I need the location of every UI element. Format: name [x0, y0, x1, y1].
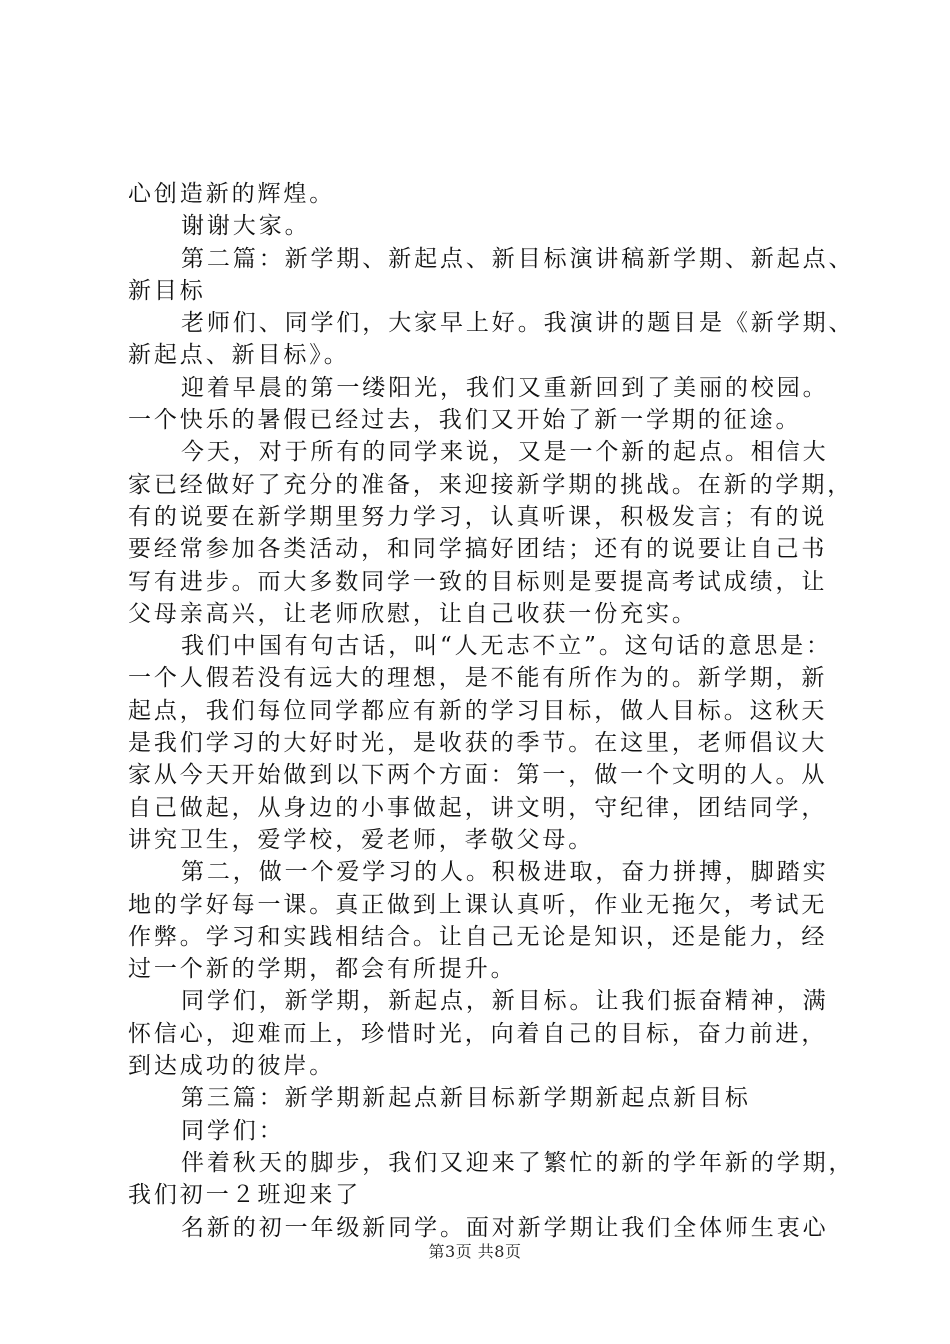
text-line: 过一个新的学期，都会有所提升。	[128, 956, 517, 983]
text-line: 同学们：	[181, 1117, 285, 1144]
text-line: 名新的初一年级新同学。面对新学期让我们全体师生衷心	[181, 1214, 829, 1241]
text-line: 讲究卫生，爱学校，爱老师，孝敬父母。	[128, 826, 595, 853]
text-line: 有的说要在新学期里努力学习，认真听课，积极发言；有的说	[128, 503, 828, 530]
text-line: 要经常参加各类活动，和同学搞好团结；还有的说要让自己书	[128, 536, 828, 563]
text-line: 第三篇：新学期新起点新目标新学期新起点新目标	[181, 1085, 751, 1112]
text-line: 老师们、同学们，大家早上好。我演讲的题目是《新学期、	[181, 310, 855, 337]
text-line: 父母亲高兴，让老师欣慰，让自己收获一份充实。	[128, 600, 698, 627]
text-line: 心创造新的辉煌。	[128, 181, 336, 207]
document-body	[128, 178, 858, 1244]
text-line: 第二篇：新学期、新起点、新目标演讲稿新学期、新起点、	[181, 245, 855, 272]
page-footer: 第3页 共8页	[428, 1242, 522, 1261]
text-line: 起点，我们每位同学都应有新的学习目标，做人目标。这秋天	[128, 697, 828, 724]
text-line: 怀信心，迎难而上，珍惜时光，向着自己的目标，奋力前进，	[128, 1020, 828, 1047]
text-line: 一个人假若没有远大的理想，是不能有所作为的。新学期，新	[128, 665, 828, 692]
text-line: 今天，对于所有的同学来说，又是一个新的起点。相信大	[181, 439, 829, 466]
text-line: 伴着秋天的脚步，我们又迎来了繁忙的新的学年新的学期，	[181, 1149, 855, 1176]
text-line: 作弊。学习和实践相结合。让自己无论是知识，还是能力，经	[128, 923, 828, 950]
text-line: 我们初一２班迎来了	[128, 1182, 362, 1209]
text-line: 一个快乐的暑假已经过去，我们又开始了新一学期的征途。	[128, 407, 802, 434]
text-line: 到达成功的彼岸。	[128, 1053, 336, 1080]
text-line: 新目标	[128, 277, 206, 304]
text-line: 家从今天开始做到以下两个方面：第一，做一个文明的人。从	[128, 762, 828, 789]
text-line: 迎着早晨的第一缕阳光，我们又重新回到了美丽的校园。	[181, 374, 829, 401]
text-line: 新起点、新目标》。	[128, 342, 350, 369]
text-line: 是我们学习的大好时光，是收获的季节。在这里，老师倡议大	[128, 730, 828, 757]
text-line: 自己做起，从身边的小事做起，讲文明，守纪律，团结同学，	[128, 794, 828, 821]
text-line: 地的学好每一课。真正做到上课认真听，作业无拖欠，考试无	[128, 891, 828, 918]
text-line: 我们中国有句古话，叫“人无志不立”。这句话的意思是：	[181, 633, 832, 660]
text-line: 第二，做一个爱学习的人。积极进取，奋力拼搏，脚踏实	[181, 859, 829, 886]
text-line: 家已经做好了充分的准备，来迎接新学期的挑战。在新的学期，	[128, 471, 854, 498]
text-line: 写有进步。而大多数同学一致的目标则是要提高考试成绩，让	[128, 568, 828, 595]
text-line: 谢谢大家。	[181, 213, 311, 240]
text-line: 同学们，新学期，新起点，新目标。让我们振奋精神，满	[181, 988, 829, 1015]
